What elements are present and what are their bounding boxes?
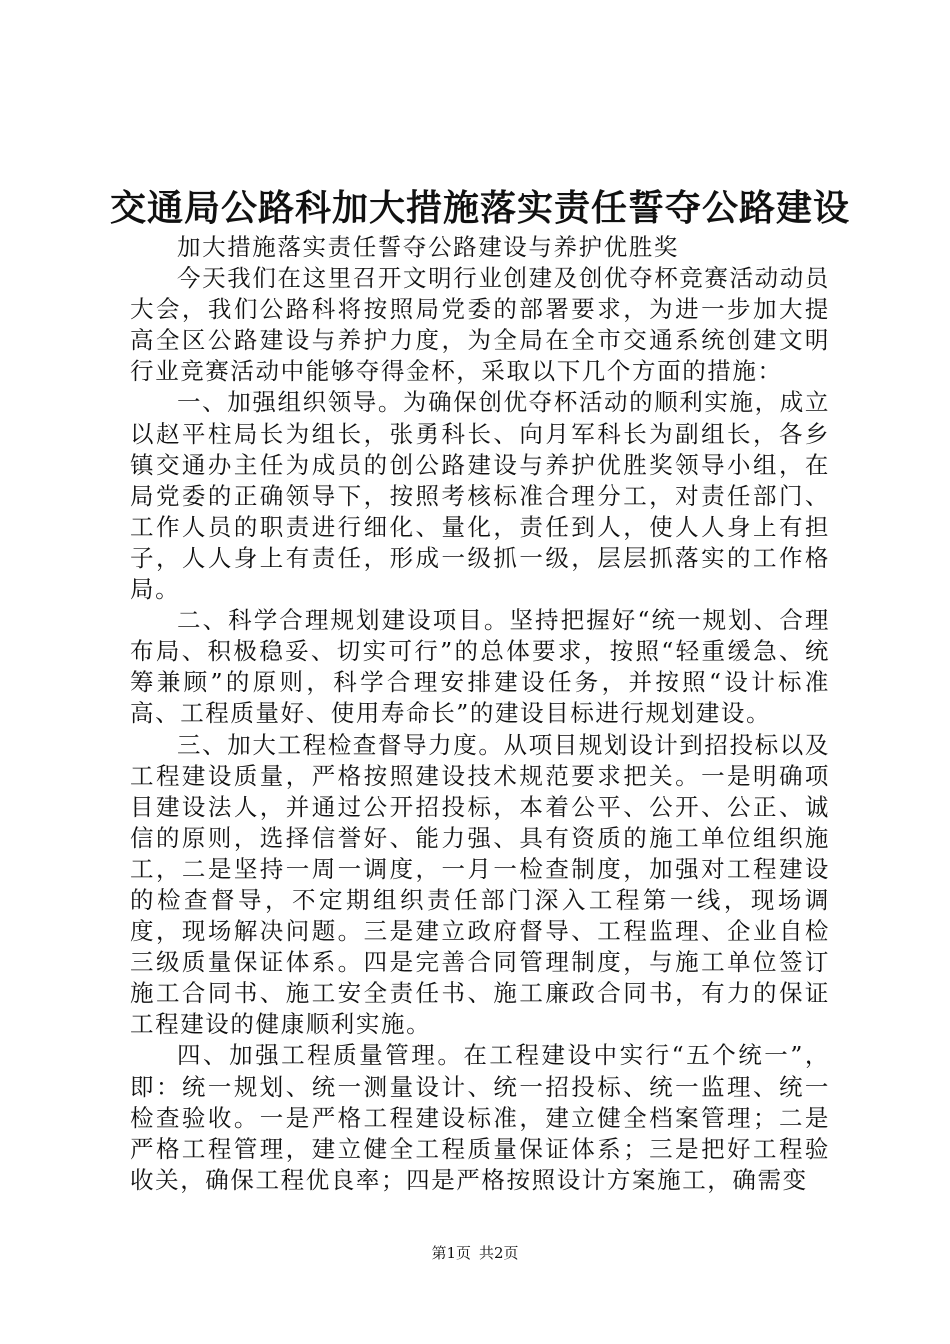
page-total: 共2页 [479, 1244, 519, 1262]
document-body [130, 232, 830, 1196]
document-title: 交通局公路科加大措施落实责任誓夺公路建设 [109, 187, 850, 229]
section-3-paragraph: 三、加大工程检查督导力度。从项目规划设计到招投标以及工程建设质量，严格按照建设技术规范要求把关。一是明确项目建设法人，并通过公开招投标，本着公平、公开、公正、诚信的原则，选择信誉好、能力强、具有资质的施工单位组织施工，二是坚持一周一调度，一月一检查制度，加强对工程建设的检查督导，不定期组织责任部门深入工程第一线，现场调度，现场解决问题。三是建立政府督导、工程监理、企业自检三级质量保证体系。四是完善合同管理制度，与施工单位签订施工合同书、施工安全责任书、施工廉政合同书，有力的保证工程建设的健康顺利实施。 [130, 730, 830, 1039]
section-2-paragraph: 二、科学合理规划建设项目。坚持把握好“统一规划、合理布局、积极稳妥、切实可行”的总体要求，按照“轻重缓急、统筹兼顾”的原则，科学合理安排建设任务，并按照“设计标准高、工程质量好、使用寿命长”的建设目标进行规划建设。 [130, 606, 830, 728]
page-footer [0, 1243, 950, 1263]
intro-paragraph: 今天我们在这里召开文明行业创建及创优夺杯竞赛活动动员大会，我们公路科将按照局党委的部署要求，为进一步加大提高全区公路建设与养护力度，为全局在全市交通系统创建文明行业竞赛活动中能够夺得金杯，采取以下几个方面的措施： [130, 264, 830, 386]
page-number: 第1页 [431, 1244, 471, 1262]
section-4-paragraph: 四、加强工程质量管理。在工程建设中实行“五个统一”，即：统一规划、统一测量设计、统一招投标、统一监理、统一检查验收。一是严格工程建设标准，建立健全档案管理；二是严格工程管理，建立健全工程质量保证体系；三是把好工程验收关，确保工程优良率；四是严格按照设计方案施工，确需变 [130, 1041, 830, 1194]
subtitle-paragraph: 加大措施落实责任誓夺公路建设与养护优胜奖 [177, 233, 679, 261]
section-1-paragraph: 一、加强组织领导。为确保创优夺杯活动的顺利实施，成立以赵平柱局长为组长，张勇科长、向月军科长为副组长，各乡镇交通办主任为成员的创公路建设与养护优胜奖领导小组，在局党委的正确领导下，按照考核标准合理分工，对责任部门、工作人员的职责进行细化、量化，责任到人，使人人身上有担子，人人身上有责任，形成一级抓一级，层层抓落实的工作格局。 [130, 388, 830, 604]
